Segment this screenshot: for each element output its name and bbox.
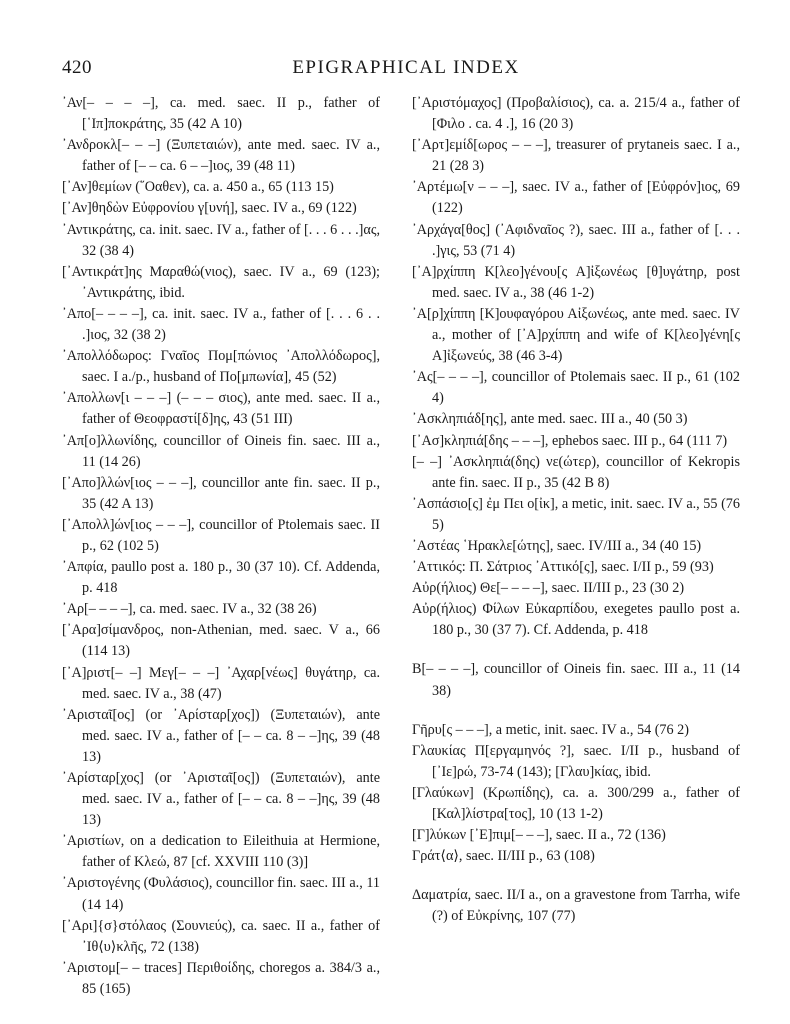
index-entry: Γῆρυ[ς – – –], a metic, init. saec. IV a., 54 (76 2): [412, 721, 689, 738]
page-header: [62, 57, 750, 87]
index-entry: [᾽Αρτ]εμίδ[ωρος – – –], treasurer of prytaneis saec. I a., 21 (28 3): [412, 137, 740, 175]
index-entry: ᾽Αρ[– – – –], ca. med. saec. IV a., 32 (38 26): [62, 601, 317, 618]
index-entry: ᾽Αριστομ[– – traces] Περιθοίδης, choregos a. 384/3 a., 85 (165): [62, 959, 380, 997]
index-entry: [Γ]λύκων [᾽Ε]πιμ[– – –], saec. II a., 72 (136): [412, 827, 666, 844]
letter-group-separator: [412, 702, 740, 720]
index-entry: [᾽Αριστόμαχος] (Προβαλίσιος), ca. a. 215/4 a., father of [Φιλο . ca. 4 .], 16 (20 3): [412, 95, 740, 133]
left-column: [62, 93, 380, 1000]
index-entry: [᾽Ασ]κληπιά[δης – – –], ephebos saec. III p., 64 (111 7): [412, 432, 728, 449]
index-entry: ᾽Αριστογένης (Φυλάσιος), councillor fin. saec. III a., 11 (14 14): [62, 875, 380, 913]
index-entry: Δαματρία, saec. II/I a., on a gravestone from Tarrha, wife (?) of Εὐκρίνης, 107 (77): [412, 887, 740, 925]
page-number: 420: [62, 57, 92, 78]
index-entry: ᾽Ασπάσιο[ς] ἐμ Πει ο[ἰκ], a metic, init. saec. IV a., 55 (76 5): [412, 495, 740, 533]
index-entry: ᾽Αριστίων, on a dedication to Eileithuia at Hermione, father of Κλεώ, 87 [cf. XXVIII 110 (3)]: [62, 833, 380, 871]
index-entry: ᾽Αττικός: Π. Σάτριος ᾽Αττικό[ς], saec. I/II p., 59 (93): [412, 559, 714, 576]
index-entry: Αὐρ(ήλιος) Θε[– – – –], saec. II/III p., 23 (30 2): [412, 580, 685, 597]
index-entry: ᾽Αρισταῖ[ος] (or ᾽Αρίσταρ[χος]) (Ξυπεταιών), ante med. saec. IV a., father of [– – ca. 8 – –]ης, 39 (48 13): [62, 706, 380, 765]
letter-group-separator: [412, 641, 740, 659]
index-entry: ᾽Απολλων[ι – – –] (– – – σιος), ante med. saec. II a., father of Θεοφραστί[δ]ης, 43 (51 III): [62, 390, 380, 428]
index-entry: [᾽Αν]θεμίων (῞Οαθεν), ca. a. 450 a., 65 (113 15): [62, 179, 334, 196]
index-entry: [᾽Αρι]{σ}στόλαος (Σουνιεύς), ca. saec. II a., father of ᾽Ιθ⟨υ⟩κλῆς, 72 (138): [62, 917, 380, 955]
running-head: EPIGRAPHICAL INDEX: [292, 57, 520, 78]
index-entry: [– –] ᾽Ασκληπιά(δης) νε(ώτερ), councillor of Kekropis ante fin. saec. II p., 35 (42 B 8): [412, 453, 740, 491]
index-entry: ᾽Αντικράτης, ca. init. saec. IV a., father of [. . . 6 . . .]ας, 32 (38 4): [62, 221, 380, 259]
index-entry: Γλαυκίας Π[εργαμηνός ?], saec. I/II p., husband of [᾽Ιε]ρώ, 73-74 (143); [Γλαυ]κίας, ibid.: [412, 742, 740, 780]
index-entry: [Γλαύκων] (Κρωπίδης), ca. a. 300/299 a., father of [Καλ]λίστρα[τος], 10 (13 1-2): [412, 784, 740, 822]
index-entry: ᾽Αρχάγα[θος] (᾽Αφιδναῖος ?), saec. III a., father of [. . . .]γις, 53 (71 4): [412, 221, 740, 259]
index-entry: ᾽Αν[– – – –], ca. med. saec. II p., father of [῾Ιπ]ποκράτης, 35 (42 A 10): [62, 95, 380, 133]
index-entry: ᾽Ασκληπιάδ[ης], ante med. saec. III a., 40 (50 3): [412, 411, 688, 428]
index-entry: Γράτ⟨α⟩, saec. II/III p., 63 (108): [412, 848, 595, 865]
index-entry: ᾽Αστέας ῾Ηρακλε[ώτης], saec. IV/III a., 34 (40 15): [412, 537, 702, 554]
index-entry: [᾽Αρα]σίμανδρος, non-Athenian, med. saec. V a., 66 (114 13): [62, 622, 380, 660]
index-entry: ᾽Α[ρ]χίππη [Κ]ουφαγόρου Αἰξωνέως, ante med. saec. IV a., mother of [᾽Α]ρχίππη and wife of Κ[λεο]γένη[ς Α]ἰξωνεύς, 38 (46 3-4): [412, 305, 740, 365]
index-entry: ᾽Απφία, paullo post a. 180 p., 30 (37 10). Cf. Addenda, p. 418: [62, 559, 380, 597]
index-entry: [᾽Α]ρχίππη Κ[λεο]γένου[ς Α]ἰξωνέως [θ]υγάτηρ, post med. saec. IV a., 38 (46 1-2): [412, 263, 740, 301]
index-entry: [᾽Α]ριστ[– –] Μεγ[– – –] ᾽Αχαρ[νέως] θυγάτηρ, ca. med. saec. IV a., 38 (47): [62, 664, 380, 702]
index-entry: Β[– – – –], councillor of Oineis fin. saec. III a., 11 (14 38): [412, 661, 740, 699]
index-entry: ᾽Αρτέμω[ν – – –], saec. IV a., father of [Εὐφρόν]ιος, 69 (122): [412, 179, 740, 217]
index-entry: ᾽Απο[– – – –], ca. init. saec. IV a., father of [. . . 6 . . .]ιος, 32 (38 2): [62, 305, 380, 344]
index-entry: ᾽Απ[ο]λλωνίδης, councillor of Oineis fin. saec. III a., 11 (14 26): [62, 432, 380, 470]
index-entry: Αὐρ(ήλιος) Φίλων Εὐκαρπίδου, exegetes paullo post a. 180 p., 30 (37 7). Cf. Addenda, p. 418: [412, 601, 740, 639]
right-column: [412, 93, 740, 927]
index-entry: [᾽Αντικράτ]ης Μαραθώ(νιος), saec. IV a., 69 (123); ᾽Αντικράτης, ibid.: [62, 263, 380, 301]
index-entry: [᾽Αν]θηδὼν Εὐφρονίου γ[υνή], saec. IV a., 69 (122): [62, 200, 357, 217]
index-entry: ᾽Απολλόδωρος: Γναῖος Πομ[πώνιος ᾽Απολλόδωρος], saec. I a./p., husband of Πο[μπωνία], 45 (52): [62, 348, 380, 386]
index-entry: ᾽Ανδροκλ[– – –] (Ξυπεταιών), ante med. saec. IV a., father of [– – ca. 6 – –]ιος, 39 (48 11): [62, 137, 380, 175]
index-entry: ᾽Ας[– – – –], councillor of Ptolemais saec. II p., 61 (102 4): [412, 369, 740, 407]
index-entry: [᾽Απο]λλών[ιος – – –], councillor ante fin. saec. II p., 35 (42 A 13): [62, 474, 380, 512]
index-entry: [᾽Απολλ]ών[ιος – – –], councillor of Ptolemais saec. II p., 62 (102 5): [62, 516, 380, 554]
letter-group-separator: [412, 867, 740, 885]
index-entry: ᾽Αρίσταρ[χος] (or ᾽Αρισταῖ[ος]) (Ξυπεταιών), ante med. saec. IV a., father of [– – ca. 8 – –]ης, 39 (48 13): [62, 770, 380, 829]
